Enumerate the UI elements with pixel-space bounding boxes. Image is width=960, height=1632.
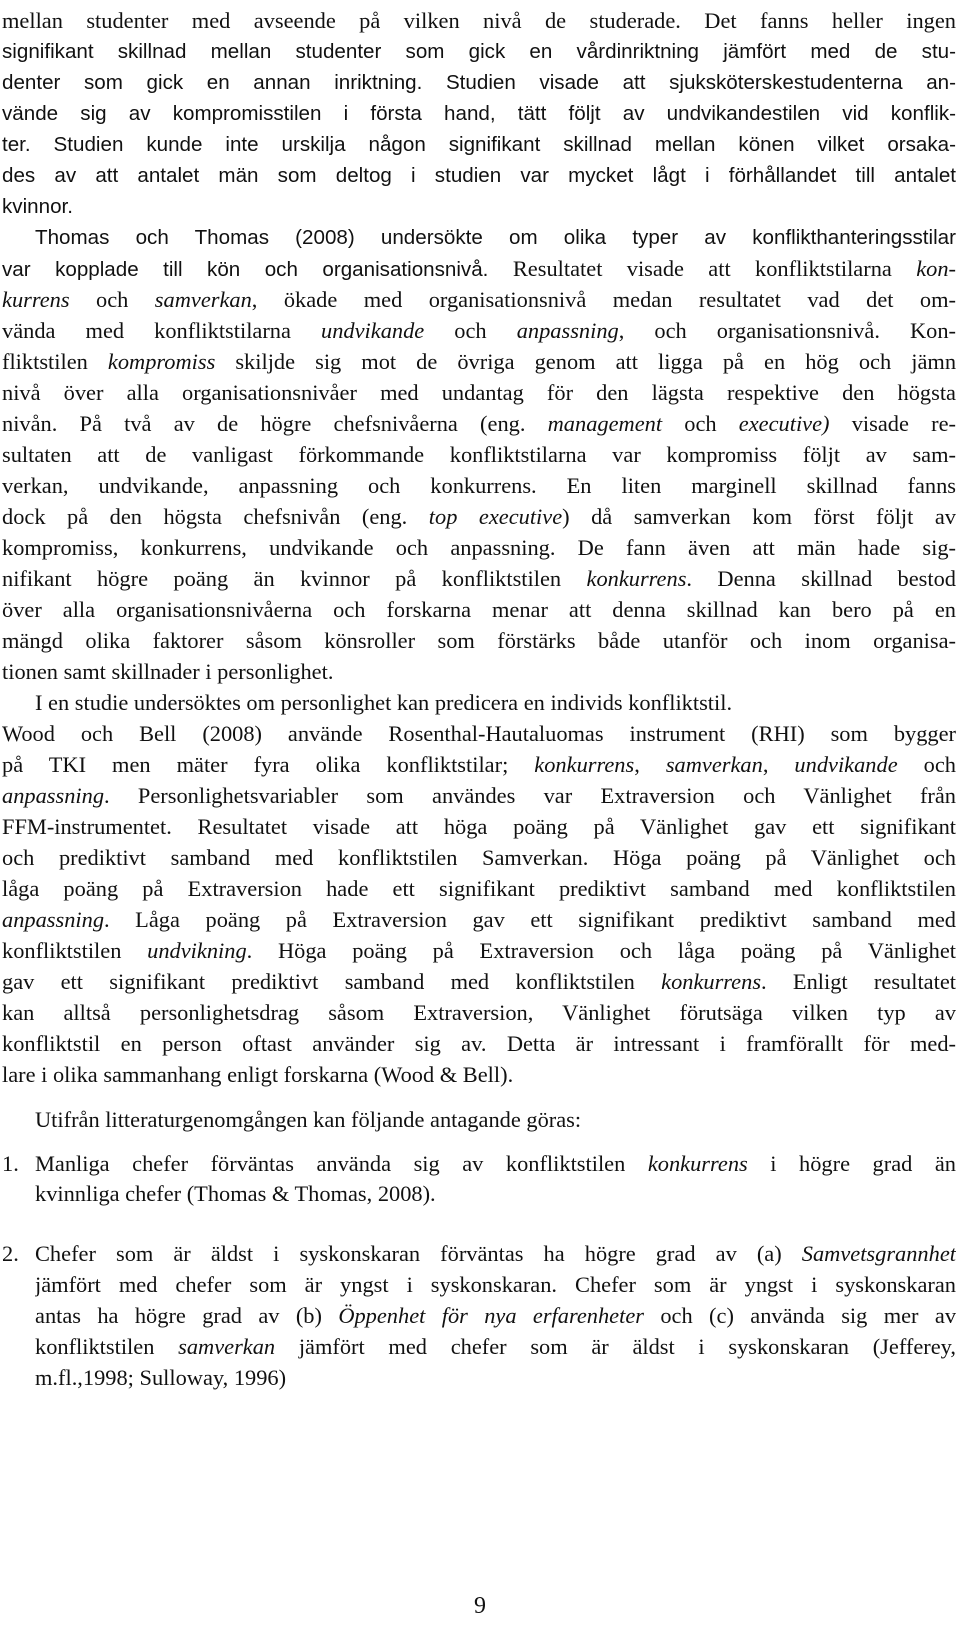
text-line bbox=[2, 749, 956, 781]
text-run: m.fl.,1998; Sulloway, 1996) bbox=[35, 1365, 287, 1390]
text-run: sultaten att de vanligast förkommande konfliktstilarna var kompromiss följt av sam- bbox=[2, 442, 956, 467]
text-line bbox=[2, 532, 956, 564]
text-run: dock på den högsta chefsnivån (eng. bbox=[2, 504, 429, 529]
text-run: över alla organisationsnivåerna och forskarna menar att denna skillnad kan bero på en bbox=[2, 597, 956, 622]
text-line bbox=[2, 346, 956, 378]
text-run: . Höga poäng på Extraversion och låga poäng på Vänlighet bbox=[246, 938, 956, 963]
italic-term: management bbox=[547, 411, 663, 436]
italic-term: anpassning bbox=[516, 318, 619, 343]
text-run: gav ett signifikant prediktivt samband med konfliktstilen bbox=[2, 969, 662, 994]
text-run: Thomas och Thomas (2008) undersökte om olika typer av konflikthanteringsstilar bbox=[35, 226, 956, 249]
text-run: visade re- bbox=[829, 411, 956, 436]
text-line bbox=[2, 811, 956, 843]
text-line bbox=[2, 439, 956, 471]
text-line bbox=[2, 873, 956, 905]
text-run: verkan, undvikande, anpassning och konkurrens. En liten marginell skillnad fanns bbox=[2, 473, 956, 498]
text-line bbox=[2, 67, 956, 99]
text-line bbox=[35, 1238, 956, 1270]
italic-term: konkurrens bbox=[661, 969, 762, 994]
text-run: och prediktivt samband med konfliktstilen Samverkan. Höga poäng på Vänlighet och bbox=[2, 845, 956, 870]
italic-term: anpassning bbox=[2, 907, 105, 932]
text-line bbox=[2, 470, 956, 502]
text-line bbox=[35, 1331, 956, 1363]
text-run: Manliga chefer förväntas använda sig av konfliktstilen bbox=[35, 1151, 648, 1176]
text-run: , och organisationsnivå. Kon- bbox=[618, 318, 956, 343]
text-run: , bbox=[762, 752, 795, 777]
italic-term: executive) bbox=[738, 411, 830, 436]
italic-term: undvikning bbox=[147, 938, 247, 963]
text-run: och bbox=[69, 287, 155, 312]
text-line bbox=[2, 656, 956, 688]
text-run: och (c) använda sig mer av bbox=[644, 1303, 956, 1328]
text-run: signifikant skillnad mellan studenter som gick en vårdinriktning jämfört med de stu- bbox=[2, 40, 956, 63]
text-run: Wood och Bell (2008) använde Rosenthal-Hautaluomas instrument (RHI) som bygger bbox=[2, 721, 956, 746]
text-line bbox=[2, 997, 956, 1029]
text-run: ter. Studien kunde inte urskilja någon signifikant skillnad mellan könen vilket orsaka- bbox=[2, 133, 956, 156]
text-run: jämfört med chefer som är yngst i syskonskaran. Chefer som är yngst i syskonskaran bbox=[35, 1272, 956, 1297]
text-line bbox=[35, 1178, 956, 1210]
text-line bbox=[2, 966, 956, 998]
text-line bbox=[2, 935, 956, 967]
text-run: fliktstilen bbox=[2, 349, 108, 374]
text-line bbox=[35, 1362, 956, 1394]
text-line bbox=[2, 160, 956, 192]
text-line bbox=[2, 904, 956, 936]
text-run: denter som gick en annan inriktning. Studien visade att sjuksköterskestudenterna an- bbox=[2, 71, 956, 94]
text-line bbox=[35, 222, 956, 254]
text-run: nifikant högre poäng än kvinnor på konfliktstilen bbox=[2, 566, 587, 591]
text-run: låga poäng på Extraversion hade ett signifikant prediktivt samband med konfliktstilen bbox=[2, 876, 956, 901]
text-line bbox=[2, 191, 956, 223]
text-line bbox=[2, 129, 956, 161]
text-run: mellan studenter med avseende på vilken nivå de studerade. Det fanns heller ingen bbox=[2, 8, 956, 33]
italic-term: kurrens bbox=[2, 287, 70, 312]
text-run: Chefer som är äldst i syskonskaran förväntas ha högre grad av (a) bbox=[35, 1241, 802, 1266]
text-run: Resultatet visade att konfliktstilarna bbox=[512, 256, 917, 281]
italic-term: konkurrens bbox=[586, 566, 687, 591]
text-run: vände sig av kompromisstilen i första hand, tätt följt av undvikandestilen vid konflik- bbox=[2, 102, 956, 125]
text-line bbox=[35, 1300, 956, 1332]
text-run: vända med konfliktstilarna bbox=[2, 318, 322, 343]
text-run: kvinnliga chefer (Thomas & Thomas, 2008). bbox=[35, 1181, 436, 1206]
page-number: 9 bbox=[474, 1593, 486, 1619]
text-run: konfliktstilen bbox=[2, 938, 148, 963]
text-line bbox=[2, 563, 956, 595]
text-line bbox=[2, 98, 956, 130]
text-run: och bbox=[897, 752, 956, 777]
text-line bbox=[35, 1148, 956, 1180]
text-line bbox=[2, 377, 956, 409]
text-run: Utifrån litteraturgenomgången kan följande antagande göras: bbox=[35, 1107, 582, 1132]
text-line bbox=[2, 625, 956, 657]
text-run: . Låga poäng på Extraversion gav ett signifikant prediktivt samband med bbox=[104, 907, 956, 932]
text-run: nivå över alla organisationsnivåer med undantag för den lägsta respektive den högsta bbox=[2, 380, 956, 405]
italic-term: Öppenhet för nya erfarenheter bbox=[338, 1303, 644, 1328]
text-run: skiljde sig mot de övriga genom att ligga på en hög och jämn bbox=[215, 349, 956, 374]
italic-term: top executive bbox=[428, 504, 563, 529]
text-line bbox=[35, 1269, 956, 1301]
italic-term: samverkan bbox=[178, 1334, 276, 1359]
text-run: FFM-instrumentet. Resultatet visade att höga poäng på Vänlighet gav ett signifikant bbox=[2, 814, 956, 839]
text-line bbox=[2, 36, 956, 68]
text-run: kan alltså personlighetsdrag såsom Extraversion, Vänlighet förutsäga vilken typ av bbox=[2, 1000, 956, 1025]
text-run: nivån. På två av de högre chefsnivåerna (eng. bbox=[2, 411, 548, 436]
list-number-1: 1. bbox=[2, 1151, 19, 1176]
text-run: mängd olika faktorer såsom könsroller som förstärks både utanför och inom organisa- bbox=[2, 628, 956, 653]
list-number-2: 2. bbox=[2, 1241, 19, 1266]
text-run: jämfört med chefer som är äldst i syskonskaran (Jefferey, bbox=[275, 1334, 956, 1359]
text-run: . Denna skillnad bestod bbox=[686, 566, 956, 591]
text-line bbox=[2, 253, 956, 285]
text-line bbox=[2, 842, 956, 874]
text-run: kompromiss, konkurrens, undvikande och anpassning. De fann även att män hade sig- bbox=[2, 535, 956, 560]
text-line bbox=[2, 1059, 956, 1091]
text-run: kvinnor. bbox=[2, 195, 73, 218]
text-run: , ökade med organisationsnivå medan resultatet vad det om- bbox=[251, 287, 956, 312]
text-run: . Personlighetsvariabler som användes var Extraversion och Vänlighet från bbox=[104, 783, 956, 808]
italic-term: samverkan bbox=[665, 752, 763, 777]
text-run: lare i olika sammanhang enligt forskarna (Wood & Bell). bbox=[2, 1062, 514, 1087]
text-line bbox=[2, 284, 956, 316]
italic-term: kon- bbox=[916, 256, 956, 281]
italic-term: undvikande bbox=[321, 318, 425, 343]
italic-term: undvikande bbox=[794, 752, 898, 777]
text-run: var kopplade till kön och organisationsnivå. bbox=[2, 258, 513, 281]
italic-term: konkurrens bbox=[647, 1151, 748, 1176]
text-run: des av att antalet män som deltog i studien var mycket lågt i förhållandet till antalet bbox=[2, 164, 956, 187]
text-run: tionen samt skillnader i personlighet. bbox=[2, 659, 334, 684]
italic-term: kompromiss bbox=[107, 349, 216, 374]
text-run: . Enligt resultatet bbox=[761, 969, 956, 994]
text-run: , bbox=[634, 752, 666, 777]
italic-term: anpassning bbox=[2, 783, 105, 808]
text-line bbox=[2, 1028, 956, 1060]
italic-term: samverkan bbox=[154, 287, 252, 312]
text-line bbox=[2, 408, 956, 440]
text-run: och bbox=[662, 411, 739, 436]
text-run: på TKI men mäter fyra olika konfliktstilar; bbox=[2, 752, 535, 777]
text-line bbox=[35, 687, 956, 719]
text-line bbox=[2, 315, 956, 347]
text-run: ) då samverkan kom först följt av bbox=[562, 504, 956, 529]
text-run: i högre grad än bbox=[747, 1151, 956, 1176]
text-run: och bbox=[424, 318, 517, 343]
text-run: konfliktstil en person oftast använder sig av. Detta är intressant i framförallt för med- bbox=[2, 1031, 956, 1056]
italic-term: Samvetsgrannhet bbox=[801, 1241, 956, 1266]
text-line bbox=[2, 501, 956, 533]
italic-term: konkurrens bbox=[534, 752, 635, 777]
text-line bbox=[2, 718, 956, 750]
text-line bbox=[35, 1104, 956, 1136]
text-run: antas ha högre grad av (b) bbox=[35, 1303, 339, 1328]
text-line bbox=[2, 780, 956, 812]
text-line bbox=[2, 594, 956, 626]
text-run: konfliktstilen bbox=[35, 1334, 179, 1359]
text-line bbox=[2, 5, 956, 37]
text-run: I en studie undersöktes om personlighet kan predicera en individs konfliktstil. bbox=[35, 690, 733, 715]
